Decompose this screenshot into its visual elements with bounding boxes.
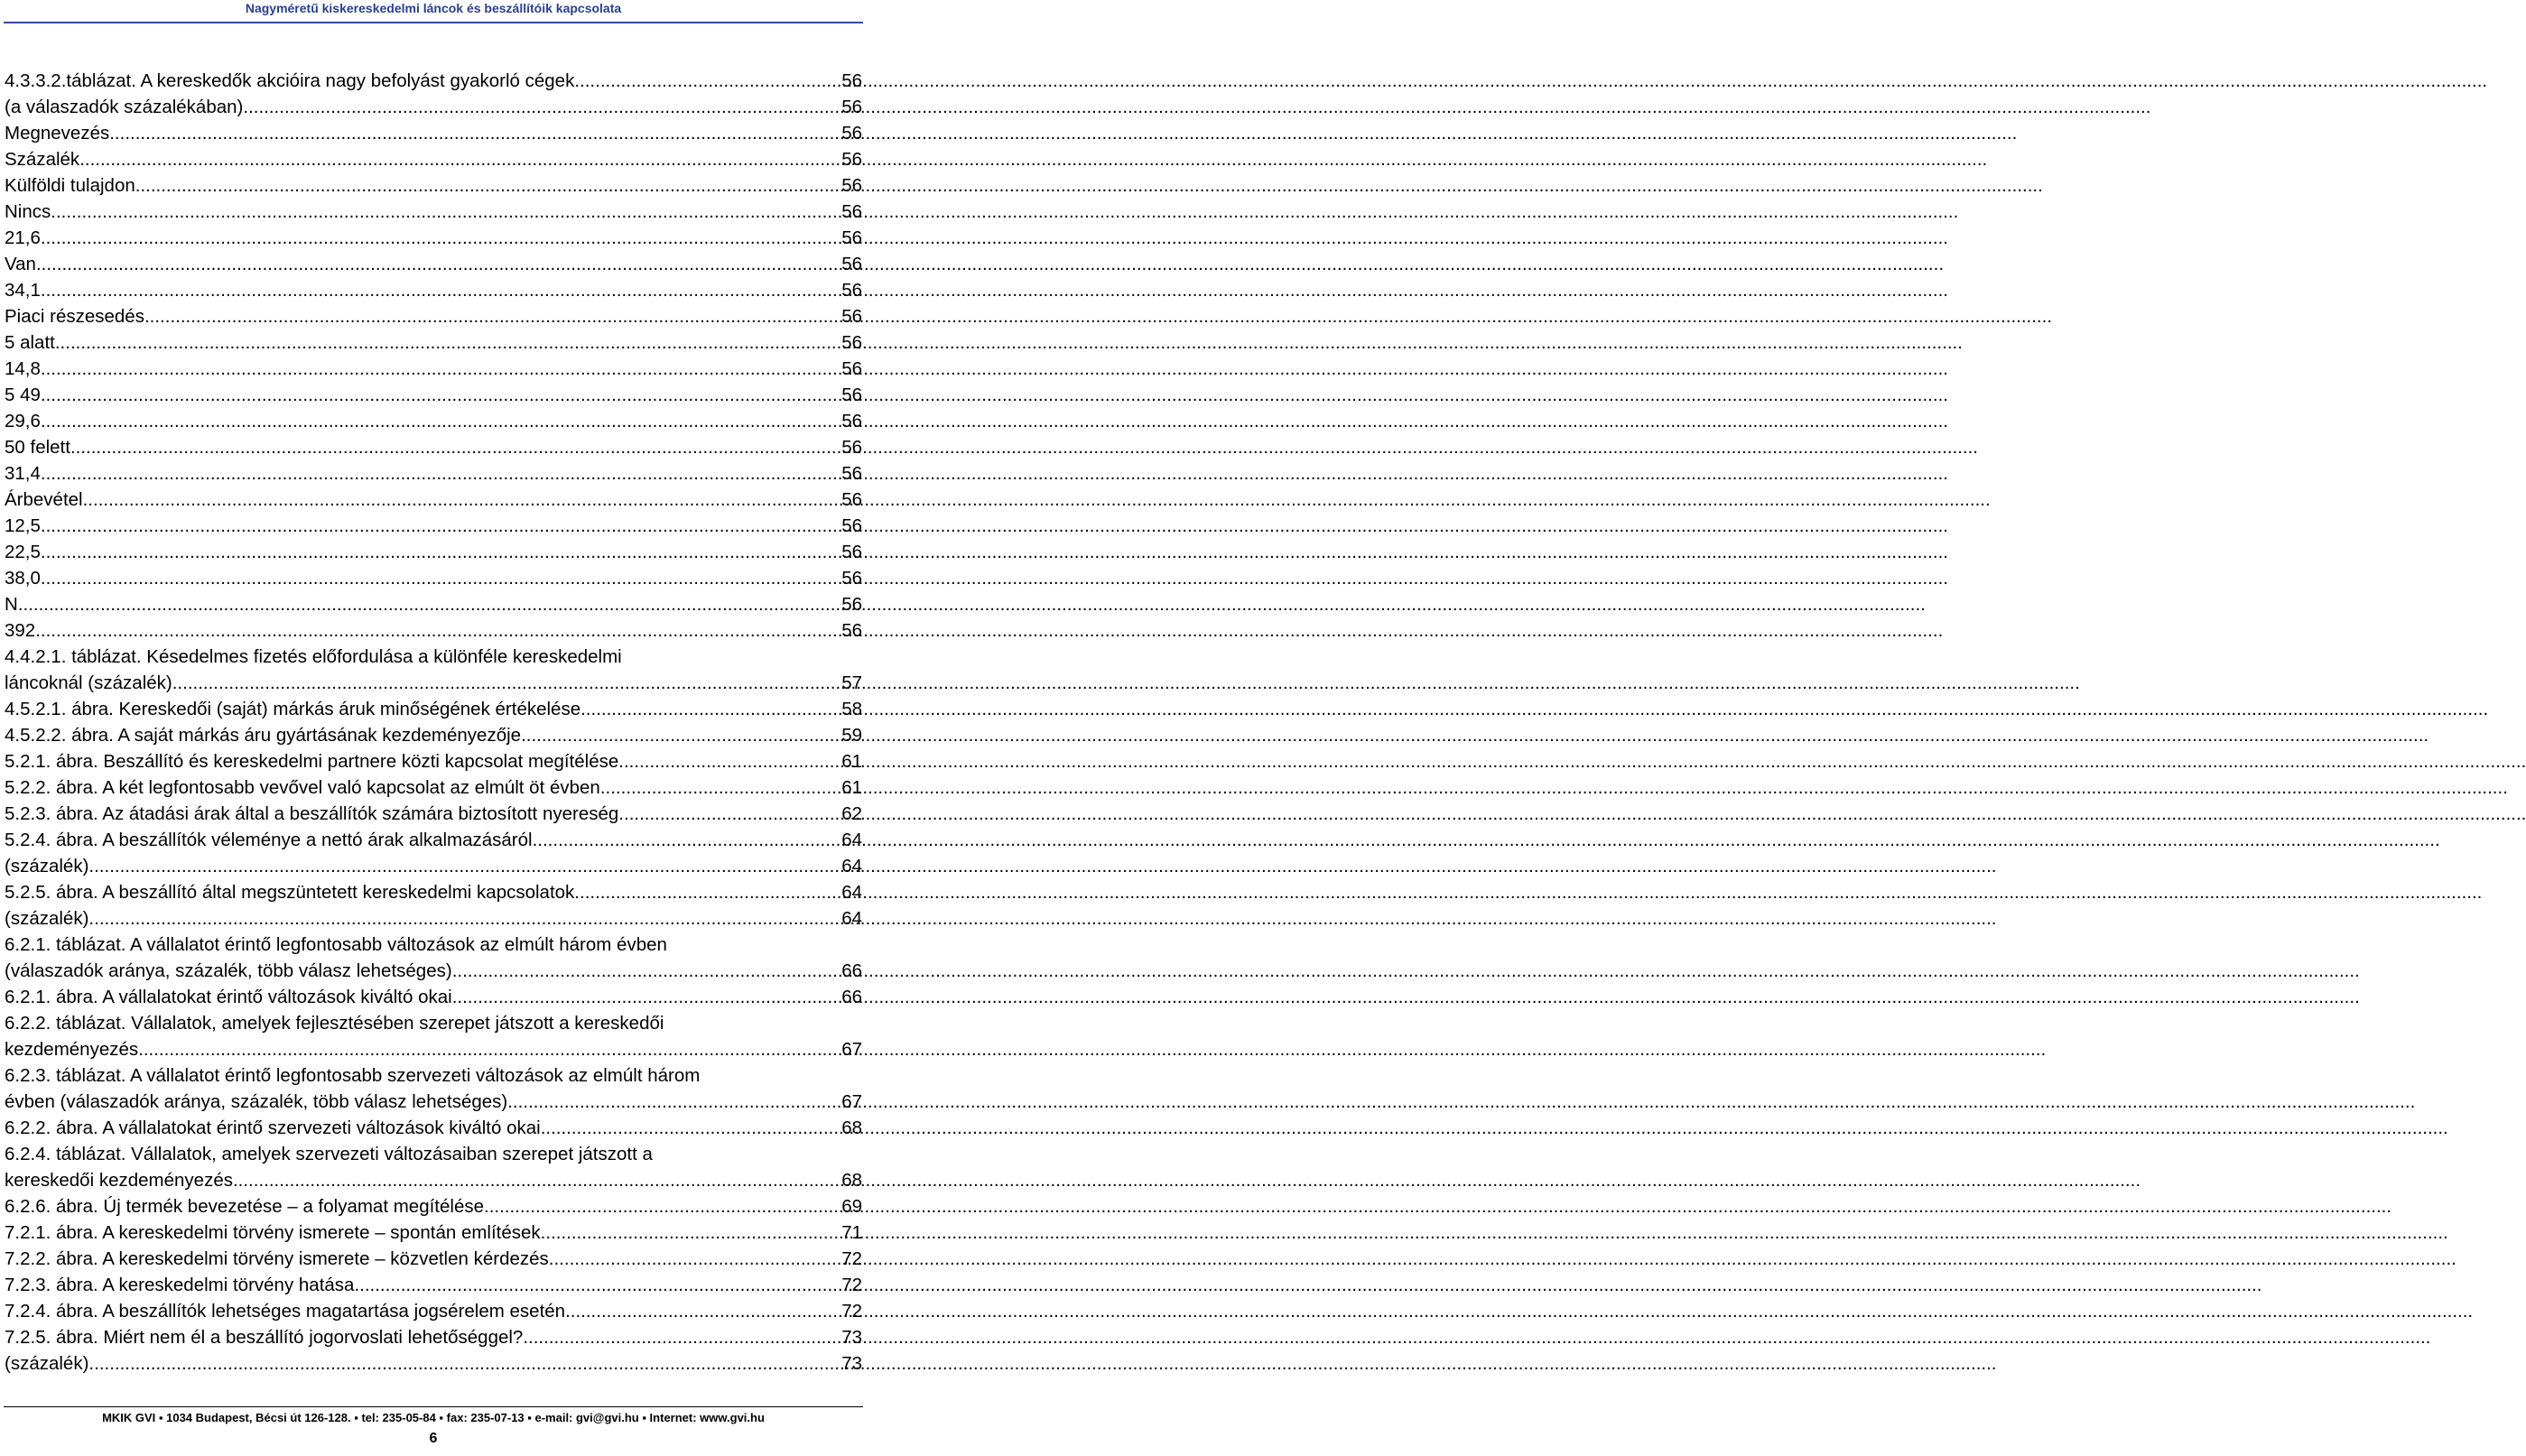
dot-leader bbox=[541, 1220, 841, 1246]
toc-entry-title: 7.2.5. ábra. Miért nem él a beszállító jogorvoslati lehetőséggel? bbox=[5, 1327, 524, 1348]
footer-contact: MKIK GVI ▪ 1034 Budapest, Bécsi út 126-128. ▪ tel: 235-05-84 ▪ fax: 235-07-13 ▪ e-mail: gvi@gvi.hu ▪ Internet: www.gvi.hu bbox=[102, 1411, 765, 1424]
toc-entry-page: 56 bbox=[841, 254, 862, 274]
dot-leader bbox=[35, 617, 840, 644]
toc-entry[interactable] bbox=[5, 329, 862, 356]
toc-entry-page: 61 bbox=[841, 751, 862, 772]
toc-entry[interactable] bbox=[5, 1350, 862, 1377]
toc-entry[interactable] bbox=[5, 225, 862, 251]
dot-leader bbox=[233, 1167, 840, 1193]
toc-entry-page: 56 bbox=[841, 306, 862, 327]
toc-entry-page: 64 bbox=[841, 856, 862, 876]
toc-entry-title: 38,0 bbox=[5, 568, 41, 589]
toc-entry-title: 6.2.2. ábra. A vállalatokat érintő szervezeti változások kiváltó okai bbox=[5, 1118, 541, 1138]
dot-leader bbox=[41, 539, 840, 565]
toc-entry-title: (százalék) bbox=[5, 856, 89, 876]
dot-leader bbox=[88, 905, 840, 932]
toc-entry-title: Százalék bbox=[5, 149, 80, 170]
toc-entry-page: 73 bbox=[841, 1353, 862, 1374]
toc-entry[interactable] bbox=[5, 1167, 862, 1193]
toc-entry-page: 56 bbox=[841, 358, 862, 379]
toc-entry-title: (százalék) bbox=[5, 1353, 89, 1374]
toc-entry[interactable] bbox=[5, 565, 862, 591]
dot-leader bbox=[41, 382, 840, 408]
toc-entry-page: 56 bbox=[841, 515, 862, 536]
toc-entry-title: 7.2.4. ábra. A beszállítók lehetséges magatartása jogsérelem esetén bbox=[5, 1301, 566, 1322]
page-number: 6 bbox=[429, 1431, 438, 1446]
toc-entry-page: 71 bbox=[841, 1222, 862, 1243]
toc-entry-page: 66 bbox=[841, 987, 862, 1007]
toc-entry[interactable] bbox=[5, 539, 862, 565]
toc-entry[interactable] bbox=[5, 1036, 862, 1062]
dot-leader bbox=[549, 1246, 840, 1272]
toc-entry[interactable] bbox=[5, 801, 862, 827]
toc-entry-title: 392 bbox=[5, 620, 36, 641]
toc-entry-page: 56 bbox=[841, 463, 862, 484]
toc-entry-title: 6.2.6. ábra. Új termék bevezetése – a folyamat megítélése bbox=[5, 1196, 484, 1217]
toc-entry-page: 69 bbox=[841, 1196, 862, 1217]
dot-leader bbox=[172, 670, 840, 696]
dot-leader bbox=[484, 1193, 840, 1220]
dot-leader bbox=[600, 774, 840, 801]
toc-entry[interactable] bbox=[5, 984, 862, 1010]
dot-leader bbox=[88, 1350, 840, 1377]
toc-entry-page: 56 bbox=[841, 385, 862, 405]
toc-entry-title: 5.2.1. ábra. Beszállító és kereskedelmi partnere közti kapcsolat megítélése bbox=[5, 751, 619, 772]
toc-entry-page: 57 bbox=[841, 672, 862, 693]
toc-entry[interactable] bbox=[5, 774, 862, 801]
toc-entry[interactable] bbox=[5, 1089, 862, 1115]
toc-entry-title: 6.2.1. táblázat. A vállalatot érintő legfontosabb változások az elmúlt három évben bbox=[5, 934, 667, 955]
footer-divider bbox=[4, 1406, 863, 1407]
dot-leader bbox=[18, 591, 840, 617]
toc-entry[interactable] bbox=[5, 1010, 862, 1036]
toc-entry-page: 72 bbox=[841, 1275, 862, 1295]
dot-leader bbox=[41, 565, 840, 591]
toc-entry[interactable] bbox=[5, 1062, 862, 1089]
toc-entry[interactable] bbox=[5, 617, 862, 644]
toc-entry-page: 56 bbox=[841, 280, 862, 301]
toc-entry-page: 56 bbox=[841, 201, 862, 222]
toc-entry[interactable] bbox=[5, 68, 862, 94]
dot-leader bbox=[79, 146, 840, 172]
toc-entry-page: 56 bbox=[841, 620, 862, 641]
toc-entry-title: 22,5 bbox=[5, 542, 41, 562]
dot-leader bbox=[88, 853, 840, 879]
toc-entry-page: 56 bbox=[841, 123, 862, 144]
dot-leader bbox=[83, 487, 841, 513]
toc-entry-page: 56 bbox=[841, 175, 862, 196]
page-header bbox=[0, 0, 867, 23]
toc-entry[interactable] bbox=[5, 1324, 862, 1350]
toc-entry-title: 6.2.4. táblázat. Vállalatok, amelyek szervezeti változásaiban szerepet játszott a bbox=[5, 1144, 653, 1164]
toc-entry[interactable] bbox=[5, 172, 862, 199]
toc-entry-title: láncoknál (százalék) bbox=[5, 672, 172, 693]
toc-entry-title: (a válaszadók százalékában) bbox=[5, 97, 244, 117]
toc-entry-title: (százalék) bbox=[5, 908, 89, 929]
toc-entry-title: 5.2.3. ábra. Az átadási árak által a beszállítók számára biztosított nyereség bbox=[5, 803, 619, 824]
toc-entry-title: (válaszadók aránya, százalék, több válasz lehetséges) bbox=[5, 960, 452, 981]
dot-leader bbox=[138, 1036, 840, 1062]
toc-entry-page: 66 bbox=[841, 960, 862, 981]
toc-entry[interactable] bbox=[5, 1115, 862, 1141]
toc-entry-title: 6.2.1. ábra. A vállalatokat érintő változások kiváltó okai bbox=[5, 987, 452, 1007]
toc-entry[interactable] bbox=[5, 670, 862, 696]
toc-entry-page: 58 bbox=[841, 699, 862, 719]
toc-entry-title: 5 alatt bbox=[5, 332, 55, 353]
dot-leader bbox=[580, 68, 840, 94]
toc-entry[interactable] bbox=[5, 1246, 862, 1272]
toc-entry[interactable] bbox=[5, 513, 862, 539]
toc-entry[interactable] bbox=[5, 696, 862, 722]
dot-leader bbox=[523, 1324, 840, 1350]
toc-entry[interactable] bbox=[5, 460, 862, 487]
toc-entry[interactable] bbox=[5, 644, 862, 670]
toc-entry-page: 64 bbox=[841, 882, 862, 903]
toc-entry-page: 61 bbox=[841, 777, 862, 798]
toc-entry-title: 4.4.2.1. táblázat. Késedelmes fizetés előfordulása a különféle kereskedelmi bbox=[5, 646, 622, 667]
toc-entry-page: 56 bbox=[841, 70, 862, 91]
toc-entry-page: 56 bbox=[841, 568, 862, 589]
toc-entry-title: 5.2.2. ábra. A két legfontosabb vevővel való kapcsolat az elmúlt öt évben bbox=[5, 777, 600, 798]
toc-entry-title: Van bbox=[5, 254, 36, 274]
toc-entry-title: 4.5.2.1. ábra. Kereskedői (saját) márkás áruk minőségének értékelése bbox=[5, 699, 581, 719]
toc-entry[interactable] bbox=[5, 1272, 862, 1298]
toc-entry[interactable] bbox=[5, 434, 862, 460]
toc-entry[interactable] bbox=[5, 303, 862, 329]
toc-entry-title: 4.3.3.2.táblázat. A kereskedők akcióira nagy befolyást gyakorló cégek. bbox=[5, 70, 580, 91]
dot-leader bbox=[507, 1089, 840, 1115]
dot-leader bbox=[354, 1272, 840, 1298]
toc-entry[interactable] bbox=[5, 722, 862, 748]
dot-leader bbox=[541, 1115, 841, 1141]
toc-entry-page: 64 bbox=[841, 830, 862, 850]
dot-leader bbox=[452, 958, 841, 984]
toc-entry[interactable] bbox=[5, 1193, 862, 1220]
toc-entry-page: 56 bbox=[841, 97, 862, 117]
toc-entry[interactable] bbox=[5, 356, 862, 382]
toc-entry-title: N bbox=[5, 594, 18, 615]
toc-entry-page: 56 bbox=[841, 594, 862, 615]
toc-entry-title: 7.2.1. ábra. A kereskedelmi törvény ismerete – spontán említések bbox=[5, 1222, 541, 1243]
toc-entry[interactable] bbox=[5, 905, 862, 932]
dot-leader bbox=[41, 408, 840, 434]
toc-entry-page: 72 bbox=[841, 1301, 862, 1322]
toc-entry[interactable] bbox=[5, 932, 862, 958]
toc-entry-page: 56 bbox=[841, 149, 862, 170]
toc-entry-page: 59 bbox=[841, 725, 862, 746]
toc-entry-title: 5.2.5. ábra. A beszállító által megszüntetett kereskedelmi kapcsolatok bbox=[5, 882, 575, 903]
toc-entry[interactable] bbox=[5, 146, 862, 172]
toc-entry-title: évben (válaszadók aránya, százalék, több válasz lehetséges) bbox=[5, 1091, 508, 1112]
toc-entry[interactable] bbox=[5, 487, 862, 513]
toc-entry-title: kereskedői kezdeményezés bbox=[5, 1170, 233, 1191]
dot-leader bbox=[618, 748, 840, 774]
header-title: Nagyméretű kiskereskedelmi láncok és beszállítóik kapcsolata bbox=[245, 1, 622, 15]
dot-leader bbox=[533, 827, 841, 853]
toc-entry-page: 73 bbox=[841, 1327, 862, 1348]
toc-entry[interactable] bbox=[5, 958, 862, 984]
toc-entry[interactable] bbox=[5, 1298, 862, 1324]
toc-entry[interactable] bbox=[5, 1141, 862, 1167]
toc-entry-page: 67 bbox=[841, 1091, 862, 1112]
dot-leader bbox=[109, 120, 840, 146]
toc-entry-title: 50 felett bbox=[5, 437, 70, 458]
toc-entry-title: kezdeményezés bbox=[5, 1039, 139, 1060]
toc-entry-page: 56 bbox=[841, 542, 862, 562]
dot-leader bbox=[574, 879, 840, 905]
toc-entry-title: 21,6 bbox=[5, 227, 41, 248]
dot-leader bbox=[452, 984, 840, 1010]
toc-entry-page: 56 bbox=[841, 489, 862, 510]
dot-leader bbox=[41, 225, 840, 251]
toc-entry-title: 4.5.2.2. ábra. A saját márkás áru gyártásának kezdeményezője bbox=[5, 725, 522, 746]
dot-leader bbox=[41, 460, 840, 487]
toc-entry-title: Megnevezés bbox=[5, 123, 110, 144]
dot-leader bbox=[135, 172, 840, 199]
toc-entry[interactable] bbox=[5, 277, 862, 303]
dot-leader bbox=[51, 199, 840, 225]
dot-leader bbox=[243, 94, 840, 120]
toc-entry-title: 7.2.2. ábra. A kereskedelmi törvény ismerete – közvetlen kérdezés bbox=[5, 1248, 549, 1269]
toc-entry-page: 64 bbox=[841, 908, 862, 929]
toc-entry-title: 5.2.4. ábra. A beszállítók véleménye a nettó árak alkalmazásáról bbox=[5, 830, 533, 850]
toc-entry-page: 67 bbox=[841, 1039, 862, 1060]
dot-leader bbox=[55, 329, 840, 356]
toc-entry[interactable] bbox=[5, 591, 862, 617]
toc-entry-page: 56 bbox=[841, 227, 862, 248]
dot-leader bbox=[41, 513, 840, 539]
toc-entry-title: 34,1 bbox=[5, 280, 41, 301]
toc-entry-title: 29,6 bbox=[5, 411, 41, 431]
toc-entry-title: Nincs bbox=[5, 201, 51, 222]
toc-entry-page: 72 bbox=[841, 1248, 862, 1269]
toc-entry[interactable] bbox=[5, 382, 862, 408]
toc-entry[interactable] bbox=[5, 251, 862, 277]
dot-leader bbox=[41, 277, 840, 303]
toc-entry-title: Árbevétel bbox=[5, 489, 83, 510]
toc-entry-page: 56 bbox=[841, 411, 862, 431]
toc-entry-title: Külföldi tulajdon bbox=[5, 175, 135, 196]
toc-entry-page: 62 bbox=[841, 803, 862, 824]
dot-leader bbox=[565, 1298, 840, 1324]
toc-entry[interactable] bbox=[5, 199, 862, 225]
toc-entry-page: 68 bbox=[841, 1170, 862, 1191]
toc-entry[interactable] bbox=[5, 1220, 862, 1246]
table-of-contents bbox=[5, 68, 862, 1377]
toc-entry-title: 6.2.2. táblázat. Vállalatok, amelyek fejlesztésében szerepet játszott a kereskedői bbox=[5, 1013, 664, 1034]
dot-leader bbox=[521, 722, 840, 748]
toc-entry-title: 14,8 bbox=[5, 358, 41, 379]
toc-entry-page: 56 bbox=[841, 332, 862, 353]
dot-leader bbox=[618, 801, 840, 827]
toc-entry[interactable] bbox=[5, 853, 862, 879]
toc-entry-title: Piaci részesedés bbox=[5, 306, 144, 327]
toc-entry-title: 12,5 bbox=[5, 515, 41, 536]
toc-entry-title: 5 49 bbox=[5, 385, 41, 405]
dot-leader bbox=[580, 696, 840, 722]
toc-entry-page: 56 bbox=[841, 437, 862, 458]
toc-entry-title: 31,4 bbox=[5, 463, 41, 484]
dot-leader bbox=[36, 251, 840, 277]
dot-leader bbox=[41, 356, 840, 382]
header-divider bbox=[4, 22, 863, 23]
dot-leader bbox=[144, 303, 840, 329]
toc-entry[interactable] bbox=[5, 408, 862, 434]
toc-entry-title: 7.2.3. ábra. A kereskedelmi törvény hatása bbox=[5, 1275, 355, 1295]
toc-entry[interactable] bbox=[5, 120, 862, 146]
toc-entry-title: 6.2.3. táblázat. A vállalatot érintő legfontosabb szervezeti változások az elmúlt három bbox=[5, 1065, 701, 1086]
toc-entry[interactable] bbox=[5, 748, 862, 774]
toc-entry[interactable] bbox=[5, 94, 862, 120]
toc-entry[interactable] bbox=[5, 827, 862, 853]
dot-leader bbox=[70, 434, 840, 460]
toc-entry[interactable] bbox=[5, 879, 862, 905]
toc-entry-page: 68 bbox=[841, 1118, 862, 1138]
